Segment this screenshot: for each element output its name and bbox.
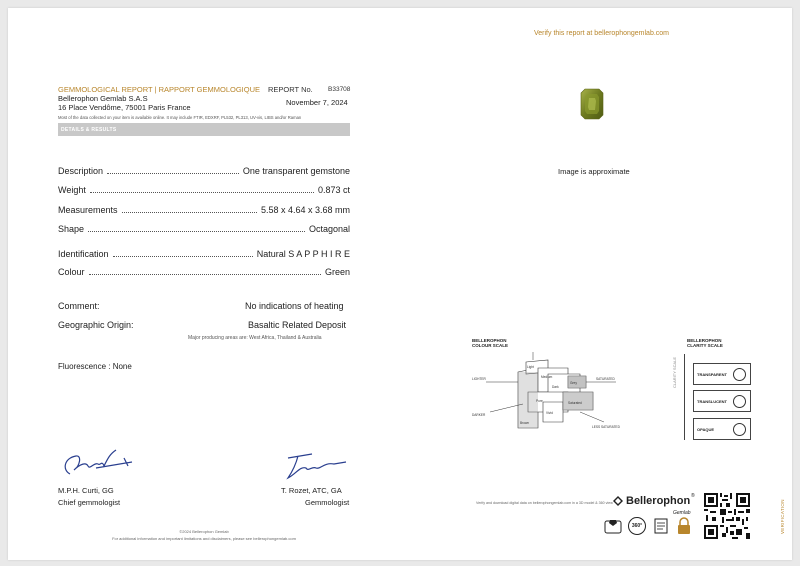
detail-value: One transparent gemstone (242, 166, 350, 176)
comment-value: No indications of heating (245, 301, 344, 311)
detail-label: Identification (58, 249, 109, 259)
verify-link[interactable]: Verify this report at bellerophongemlab.com (534, 30, 670, 37)
image-caption: Image is approximate (558, 167, 630, 176)
report-page (8, 8, 792, 560)
clarity-translucent (693, 390, 751, 412)
gemstone-image (580, 88, 604, 120)
gem-box-icon (604, 517, 622, 535)
brand-registered: ® (691, 493, 695, 499)
clarity-side-label: CLARITY SCALE (672, 356, 677, 388)
detail-value: Green (324, 267, 350, 277)
colour-cell-label: Dark (552, 385, 559, 389)
clarity-level-label: OPAQUE (697, 427, 715, 432)
colour-cell-label: Medium (541, 375, 553, 379)
clarity-transparent (693, 363, 751, 385)
signer-title-1: Chief gemmologist (58, 498, 121, 507)
signer-name-2: T. Rozet, ATC, GA (281, 486, 342, 495)
detail-label: Description (58, 166, 104, 176)
company-address: 16 Place Vendôme, 75001 Paris France (58, 103, 191, 112)
detail-value: 5.58 x 4.64 x 3.68 mm (260, 205, 350, 215)
colour-cell-label: Saturated (568, 401, 582, 405)
company-name: Bellerophon Gemlab S.A.S (58, 94, 148, 103)
signature-curti (58, 444, 140, 484)
colour-axis-label: LESS SATURATED (592, 425, 620, 429)
colour-axis-label: DARKER (472, 413, 486, 417)
detail-label: Colour (58, 267, 85, 277)
detail-row-weight (58, 185, 350, 195)
detail-row-shape (58, 224, 350, 234)
colour-cell-label: Vivid (546, 411, 553, 415)
origin-label: Geographic Origin: (58, 320, 134, 330)
brand-sub: Gemlab (673, 510, 691, 516)
colour-scale-title: BELLEROPHON COLOUR SCALE (472, 338, 508, 348)
footer-copyright: ©2024 Bellerophon Gemlab (179, 529, 229, 534)
report-no-label: REPORT No. (268, 85, 313, 94)
signature-rozet (282, 448, 352, 484)
signer-title-2: Gemmologist (305, 498, 350, 507)
clarity-level-label: TRANSLUCENT (697, 399, 727, 404)
signer-name-1: M.P.H. Curti, GG (58, 486, 114, 495)
colour-axis-label: SATURATED (596, 377, 615, 381)
detail-label: Weight (58, 185, 86, 195)
comment-label: Comment: (58, 301, 100, 311)
detail-value: 0.873 ct (317, 185, 350, 195)
verification-qr-code[interactable] (704, 493, 750, 539)
report-number: B33708 (328, 86, 351, 93)
view-360-icon[interactable]: 360° (628, 517, 646, 535)
detail-label: Shape (58, 224, 85, 234)
lock-icon (676, 517, 692, 535)
brand-small-note: Verify and download digital data on bellerophongemlab.com in a 3D model & 360 view (476, 501, 613, 505)
detail-row-description (58, 166, 350, 176)
section-bar: DETAILS & RESULTS (58, 123, 350, 136)
data-fine-print: Most of the data collected on your item is available online. It may include FTIR, EDXRF, PL532, PL313, UV-vis, LIBS and/or Raman (58, 115, 302, 120)
brand-name: Bellerophon (626, 495, 691, 507)
colour-cell-label: Brown (520, 421, 530, 425)
colour-cell-label: Pure (536, 399, 543, 403)
colour-cell-label: Light (527, 365, 534, 369)
clarity-scale-title: BELLEROPHON CLARITY SCALE (687, 338, 723, 348)
detail-row-measurements (58, 205, 350, 215)
colour-axis-label: LIGHTER (472, 377, 486, 381)
footer-note: For additional information and important limitations and disclaimers, please see bellerophongemlab.com (112, 536, 296, 541)
fluorescence-value: Fluorescence : None (58, 362, 132, 371)
verification-side-text: VERIFICATION (780, 499, 785, 534)
detail-label: Measurements (58, 205, 118, 215)
detail-row-colour (58, 267, 350, 277)
clarity-level-label: TRANSPARENT (697, 372, 727, 377)
certificate-icon (652, 517, 670, 535)
origin-note: Major producing areas are: West Africa, Thailand & Australia (188, 335, 322, 341)
clarity-axis-line (684, 354, 685, 440)
colour-cell-label: Grey (570, 381, 577, 385)
detail-row-identification (58, 249, 350, 259)
clarity-opaque (693, 418, 751, 440)
report-title: GEMMOLOGICAL REPORT | RAPPORT GEMMOLOGIQUE (58, 85, 260, 94)
detail-value: Octagonal (308, 224, 350, 234)
colour-scale-diagram (468, 352, 628, 432)
origin-value: Basaltic Related Deposit (248, 320, 347, 330)
detail-value: Natural S A P P H I R E (256, 249, 350, 259)
bellerophon-logo-icon (612, 495, 624, 507)
report-date: November 7, 2024 (286, 98, 348, 107)
